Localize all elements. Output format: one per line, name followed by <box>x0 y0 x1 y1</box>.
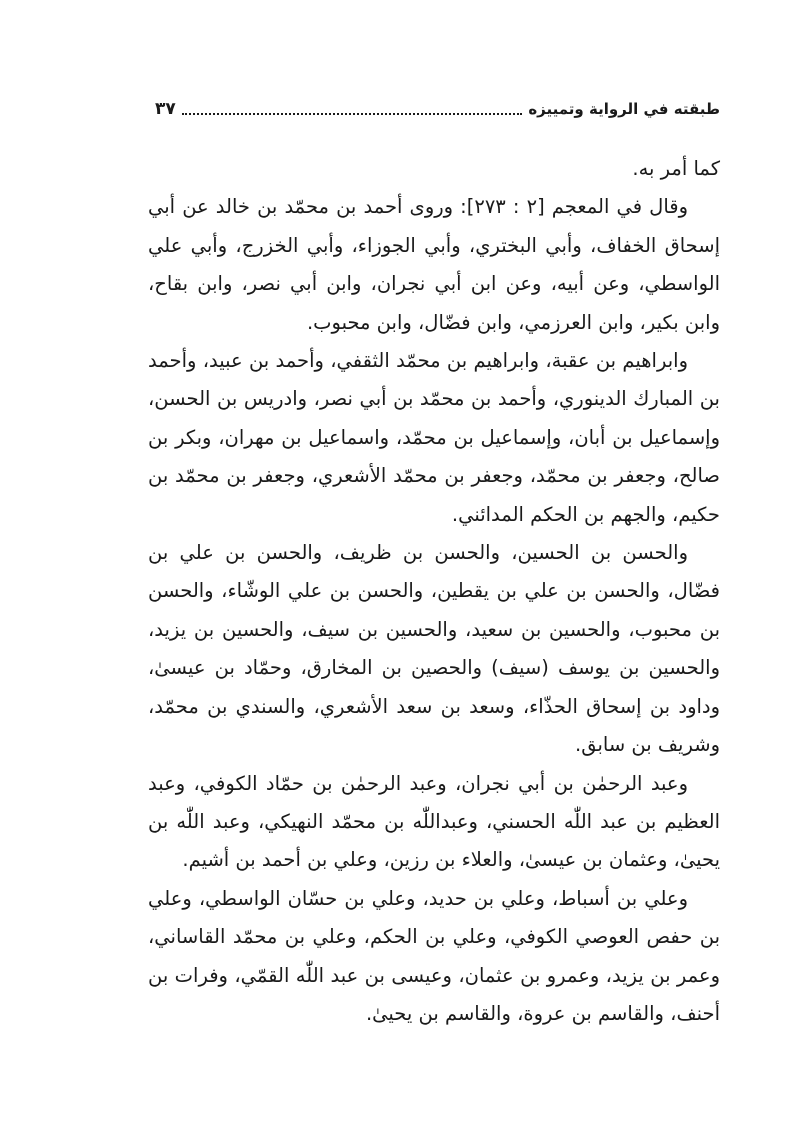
body-text <box>148 150 720 1033</box>
paragraph: وابراهيم بن عقبة، وابراهيم بن محمّد الثقفي، وأحمد بن عبيد، وأحمد بن المبارك الدينوري، وأحمد بن محمّد بن أبي نصر، وادريس بن الحسن، وإسماعيل بن أبان، وإسماعيل بن محمّد، واسماعيل بن مهران، وبكر بن صالح، وجعفر بن محمّد، وجعفر بن محمّد الأشعري، وجعفر بن محمّد بن حكيم، والجهم بن الحكم المدائني. <box>148 349 720 526</box>
running-header <box>155 86 720 120</box>
page-number: ٣٧ <box>155 99 176 119</box>
paragraph: وعلي بن أسباط، وعلي بن حديد، وعلي بن حسّان الواسطي، وعلي بن حفص العوصي الكوفي، وعلي بن الحكم، وعلي بن محمّد القاساني، وعمر بن يزيد، وعمرو بن عثمان، وعيسى بن عبد اللّٰه القمّي، وفرات بن أحنف، والقاسم بن عروة، والقاسم بن يحيىٰ. <box>148 886 720 1025</box>
paragraph: وقال في المعجم [٢ : ٢٧٣]: وروى أحمد بن محمّد بن خالد عن أبي إسحاق الخفاف، وأبي البختري، وأبي الجوزاء، وأبي الخزرج، وأبي علي الواسطي، وعن أبيه، وعن ابن أبي نجران، وابن أبي نصر، وابن بقاح، وابن بكير، وابن العرزمي، وابن فضّال، وابن محبوب. <box>148 195 720 334</box>
paragraph: والحسن بن الحسين، والحسن بن ظريف، والحسن بن علي بن فضّال، والحسن بن علي بن يقطين، والحسن بن علي الوشّاء، والحسن بن محبوب، والحسين بن سعيد، والحسين بن سيف، والحسين بن يزيد، والحسين بن يوسف (سيف) والحصين بن المخارق، وحمّاد بن عيسىٰ، وداود بن إسحاق الحذّاء، وسعد بن سعد الأشعري، والسندي بن محمّد، وشريف بن سابق. <box>148 541 720 757</box>
paragraph: وعبد الرحمٰن بن أبي نجران، وعبد الرحمٰن بن حمّاد الكوفي، وعبد العظيم بن عبد اللّٰه الحسني، وعبداللّٰه بن محمّد النهيكي، وعبد اللّٰه بن يحيىٰ، وعثمان بن عيسىٰ، والعلاء بن رزين، وعلي بن أحمد بن أشيم. <box>148 771 720 872</box>
paragraph: كما أمر به. <box>632 157 720 180</box>
dot-leader <box>182 112 523 115</box>
running-header-title: طبقته في الرواية وتمييزه <box>528 100 720 118</box>
